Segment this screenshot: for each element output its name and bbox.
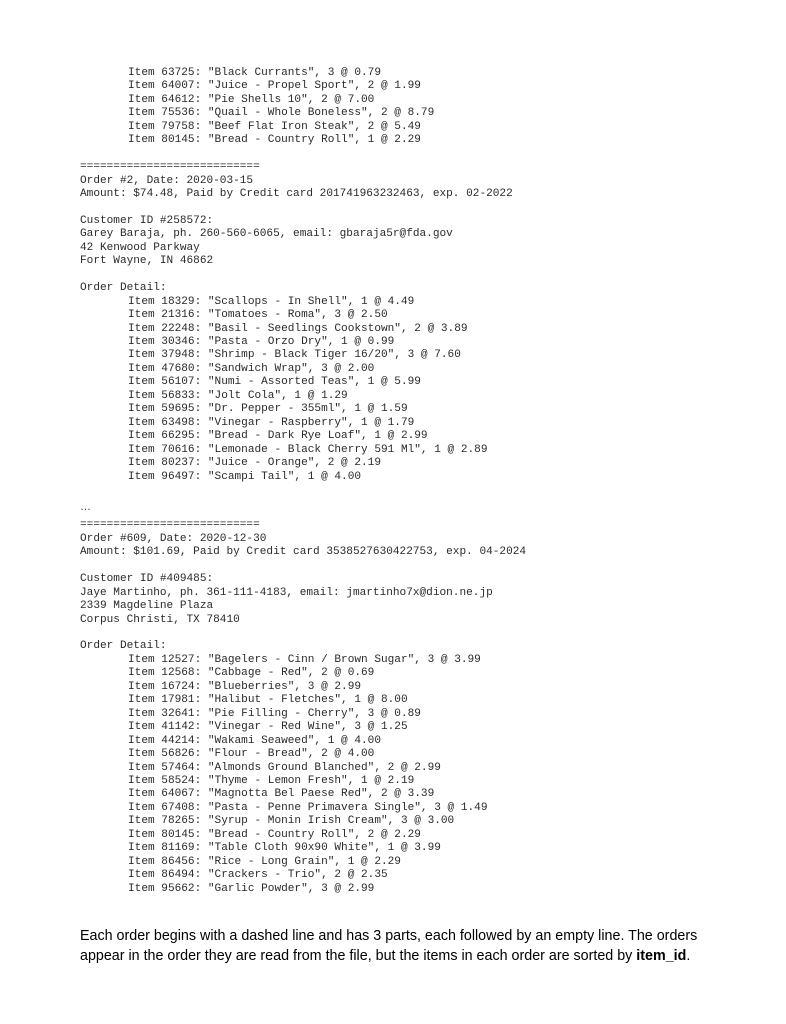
order-item-line: Item 80237: "Juice - Orange", 2 @ 2.19	[128, 457, 381, 470]
customer-id: Customer ID #258572:	[80, 214, 214, 227]
order-item-line: Item 80145: "Bread - Country Roll", 1 @ 2.29	[128, 134, 421, 147]
order-item-line: Item 78265: "Syrup - Monin Irish Cream", 3 @ 3.00	[128, 815, 455, 828]
order-item-line: Item 86456: "Rice - Long Grain", 1 @ 2.29	[128, 855, 401, 868]
order-item-line: Item 18329: "Scallops - In Shell", 1 @ 4.49	[128, 295, 415, 308]
order-item-line: Item 56826: "Flour - Bread", 2 @ 4.00	[128, 748, 375, 761]
order-item-line: Item 17981: "Halibut - Fletches", 1 @ 8.00	[128, 694, 408, 707]
blank-line	[80, 148, 760, 161]
order-item-line: Item 57464: "Almonds Ground Blanched", 2 @ 2.99	[128, 761, 441, 774]
order-item-line: Item 59695: "Dr. Pepper - 355ml", 1 @ 1.59	[128, 403, 408, 416]
top-items-list	[80, 67, 760, 148]
order-detail-label: Order Detail:	[80, 640, 167, 653]
explanation-text: Each order begins with a dashed line and has 3 parts, each followed by an empty line. The orders appear in the order they are read from the file, but the items in each order are sorted by	[80, 928, 698, 964]
order-header: Order #609, Date: 2020-12-30	[80, 532, 267, 545]
order-header: Order #2, Date: 2020-03-15	[80, 174, 254, 187]
blank-line	[80, 484, 760, 497]
order-item-line: Item 37948: "Shrimp - Black Tiger 16/20", 3 @ 7.60	[128, 349, 461, 362]
customer-address-line1: 2339 Magdeline Plaza	[80, 600, 214, 613]
order-item-line: Item 12527: "Bagelers - Cinn / Brown Sugar", 3 @ 3.99	[128, 653, 481, 666]
order-item-line: Item 12568: "Cabbage - Red", 2 @ 0.69	[128, 667, 375, 680]
order-item-line: Item 47680: "Sandwich Wrap", 3 @ 2.00	[128, 362, 375, 375]
order-item-line: Item 41142: "Vinegar - Red Wine", 3 @ 1.25	[128, 721, 408, 734]
order-item-line: Item 58524: "Thyme - Lemon Fresh", 1 @ 2.19	[128, 775, 415, 788]
ellipsis: …	[80, 501, 91, 514]
order-item-line: Item 86494: "Crackers - Trio", 2 @ 2.35	[128, 869, 388, 882]
customer-address-line2: Fort Wayne, IN 46862	[80, 255, 214, 268]
order-item-line: Item 16724: "Blueberries", 3 @ 2.99	[128, 680, 362, 693]
blank-line	[80, 560, 760, 573]
order-item-line: Item 56833: "Jolt Cola", 1 @ 1.29	[128, 389, 348, 402]
blank-line	[80, 202, 760, 215]
order-detail-label: Order Detail:	[80, 282, 167, 295]
order-item-line: Item 56107: "Numi - Assorted Teas", 1 @ 5.99	[128, 376, 421, 389]
explanation-bold-term: item_id	[636, 947, 687, 964]
order-separator: ===========================	[80, 161, 260, 174]
customer-address-line1: 42 Kenwood Parkway	[80, 241, 200, 254]
order-item-line: Item 64612: "Pie Shells 10", 2 @ 7.00	[128, 93, 375, 106]
order-609	[80, 519, 760, 896]
customer-contact: Jaye Martinho, ph. 361-111-4183, email: jmartinho7x@dion.ne.jp	[80, 586, 493, 599]
customer-contact: Garey Baraja, ph. 260-560-6065, email: gbaraja5r@fda.gov	[80, 228, 453, 241]
order-item-line: Item 22248: "Basil - Seedlings Cookstown", 2 @ 3.89	[128, 322, 468, 335]
order-amount: Amount: $74.48, Paid by Credit card 201741963232463, exp. 02-2022	[80, 188, 513, 201]
document-page	[80, 67, 760, 896]
order-2	[80, 161, 760, 484]
order-item-line: Item 66295: "Bread - Dark Rye Loaf", 1 @ 2.99	[128, 430, 428, 443]
customer-address-line2: Corpus Christi, TX 78410	[80, 613, 240, 626]
order-item-line: Item 44214: "Wakami Seaweed", 1 @ 4.00	[128, 734, 381, 747]
order-item-line: Item 95662: "Garlic Powder", 3 @ 2.99	[128, 882, 375, 895]
order-separator: ===========================	[80, 519, 260, 532]
order-item-line: Item 64007: "Juice - Propel Sport", 2 @ 1.99	[128, 80, 421, 93]
order-item-line: Item 79758: "Beef Flat Iron Steak", 2 @ 5.49	[128, 120, 421, 133]
order-item-line: Item 63725: "Black Currants", 3 @ 0.79	[128, 67, 381, 79]
order-amount: Amount: $101.69, Paid by Credit card 3538527630422753, exp. 04-2024	[80, 546, 527, 559]
order-item-line: Item 21316: "Tomatoes - Roma", 3 @ 2.50	[128, 309, 388, 322]
order-item-line: Item 67408: "Pasta - Penne Primavera Single", 3 @ 1.49	[128, 801, 488, 814]
order-item-line: Item 75536: "Quail - Whole Boneless", 2 @ 8.79	[128, 107, 435, 120]
explanation-end: .	[686, 947, 691, 964]
order-item-line: Item 63498: "Vinegar - Raspberry", 1 @ 1.79	[128, 416, 415, 429]
order-item-line: Item 70616: "Lemonade - Black Cherry 591 Ml", 1 @ 2.89	[128, 443, 488, 456]
order-items-list	[80, 296, 760, 484]
order-item-line: Item 96497: "Scampi Tail", 1 @ 4.00	[128, 470, 362, 483]
order-item-line: Item 80145: "Bread - Country Roll", 2 @ 2.29	[128, 828, 421, 841]
order-item-line: Item 30346: "Pasta - Orzo Dry", 1 @ 0.99	[128, 336, 395, 349]
blank-line	[80, 269, 760, 282]
order-item-line: Item 81169: "Table Cloth 90x90 White", 1 @ 3.99	[128, 842, 441, 855]
order-item-line: Item 64067: "Magnotta Bel Paese Red", 2 @ 3.39	[128, 788, 435, 801]
explanation-paragraph	[80, 927, 720, 966]
customer-id: Customer ID #409485:	[80, 573, 214, 586]
blank-line	[80, 627, 760, 640]
order-item-line: Item 32641: "Pie Filling - Cherry", 3 @ 0.89	[128, 707, 421, 720]
order-items-list	[80, 654, 760, 896]
